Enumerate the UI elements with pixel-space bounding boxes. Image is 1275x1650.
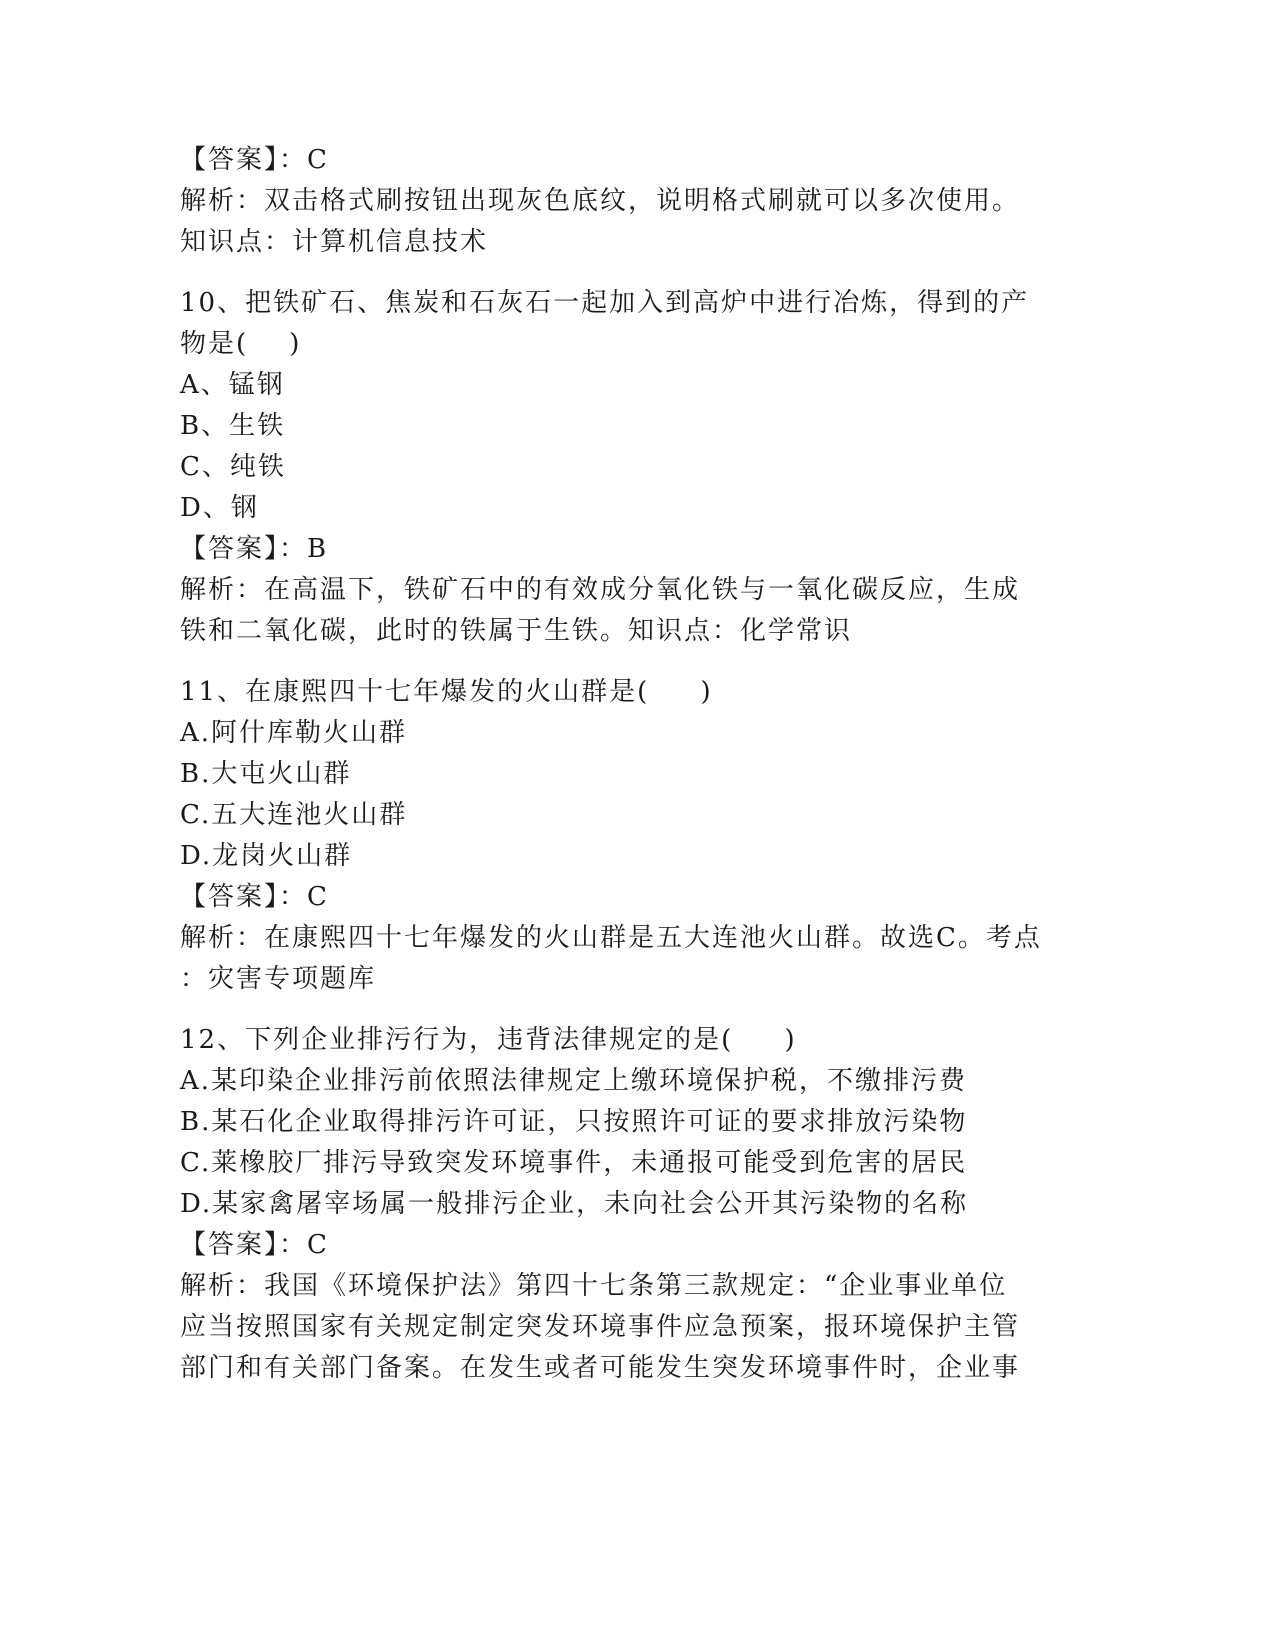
analysis-line: 应当按照国家有关规定制定突发环境事件应急预案，报环境保护主管: [180, 1312, 1021, 1342]
option-a: A、锰钢: [180, 370, 285, 400]
document-page: [180, 140, 1060, 1389]
block-gap: [180, 652, 1060, 672]
option-b: B.大屯火山群: [180, 759, 352, 789]
question-10-block: [180, 283, 1060, 652]
option-b: B.某石化企业取得排污许可证，只按照许可证的要求排放污染物: [180, 1107, 968, 1137]
option-d: D、钢: [180, 493, 259, 523]
option-d: D.某家禽屠宰场属一般排污企业，未向社会公开其污染物的名称: [180, 1189, 969, 1219]
block-gap: [180, 1000, 1060, 1020]
answer-line: 【答案】：C: [180, 882, 329, 912]
question-9-answer-block: [180, 140, 1060, 263]
question-text-line: 10、把铁矿石、焦炭和石灰石一起加入到高炉中进行冶炼，得到的产: [180, 288, 1030, 318]
question-text-line: 12、下列企业排污行为，违背法律规定的是( ): [180, 1025, 797, 1055]
analysis-line: 铁和二氧化碳，此时的铁属于生铁。知识点：化学常识: [180, 616, 853, 646]
answer-line: 【答案】：C: [180, 145, 329, 175]
analysis-line: 解析：在高温下，铁矿石中的有效成分氧化铁与一氧化碳反应，生成: [180, 575, 1021, 605]
question-text-line: 11、在康熙四十七年爆发的火山群是( ): [180, 677, 713, 707]
analysis-line: 解析：双击格式刷按钮出现灰色底纹，说明格式刷就可以多次使用。: [180, 186, 1021, 216]
option-a: A.阿什库勒火山群: [180, 718, 408, 748]
option-a: A.某印染企业排污前依照法律规定上缴环境保护税，不缴排污费: [180, 1066, 968, 1096]
answer-line: 【答案】：B: [180, 534, 329, 564]
option-c: C.莱橡胶厂排污导致突发环境事件，未通报可能受到危害的居民: [180, 1148, 968, 1178]
analysis-line: 解析：我国《环境保护法》第四十七条第三款规定：“企业事业单位: [180, 1271, 1008, 1301]
question-text-line: 物是( ): [180, 329, 302, 359]
question-12-block: [180, 1020, 1060, 1389]
answer-line: 【答案】：C: [180, 1230, 329, 1260]
option-b: B、生铁: [180, 411, 286, 441]
knowledge-point-line: 知识点：计算机信息技术: [180, 227, 489, 257]
option-c: C、纯铁: [180, 452, 286, 482]
analysis-line: 解析：在康熙四十七年爆发的火山群是五大连池火山群。故选C。考点: [180, 923, 1042, 953]
block-gap: [180, 263, 1060, 283]
option-c: C.五大连池火山群: [180, 800, 408, 830]
analysis-line: ：灾害专项题库: [180, 964, 377, 994]
analysis-line: 部门和有关部门备案。在发生或者可能发生突发环境事件时，企业事: [180, 1353, 1021, 1383]
option-d: D.龙岗火山群: [180, 841, 353, 871]
question-11-block: [180, 672, 1060, 1000]
